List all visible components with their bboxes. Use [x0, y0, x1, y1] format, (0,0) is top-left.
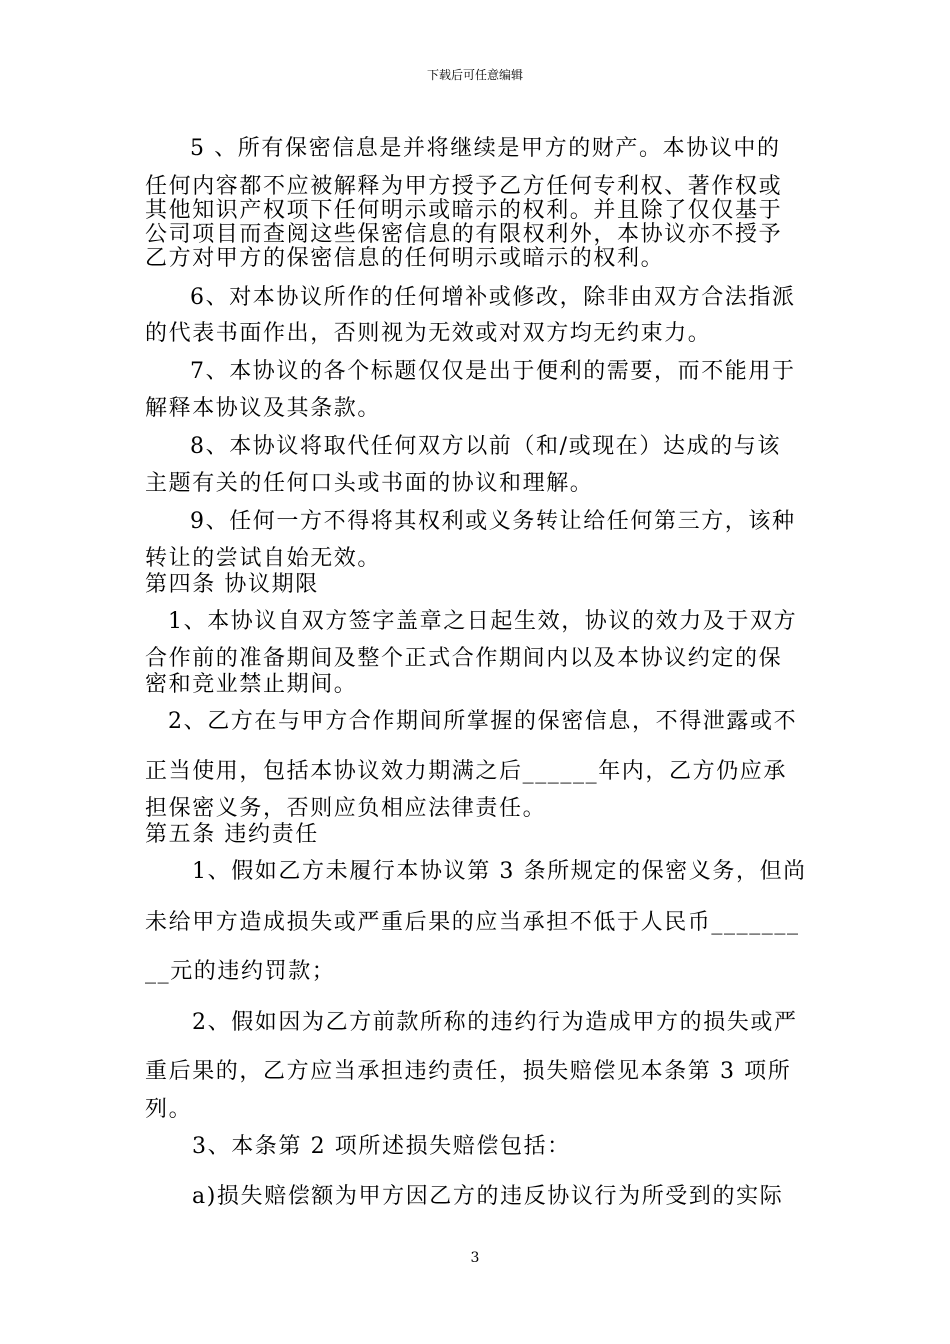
text-line: 解释本协议及其条款。	[145, 396, 382, 421]
text-line: 合作前的准备期间及整个正式合作期间内以及本协议约定的保	[145, 646, 783, 671]
text-line: a)损失赔偿额为甲方因乙方的违反协议行为所受到的实际	[192, 1184, 784, 1209]
text-line: 3、本条第 2 项所述损失赔偿包括：	[192, 1134, 571, 1159]
section-heading: 第五条 违约责任	[145, 822, 319, 847]
text-line: 密和竞业禁止期间。	[145, 672, 358, 697]
text-line: 6、对本协议所作的任何增补或修改，除非由双方合法指派	[190, 285, 796, 310]
text-line: 任何内容都不应被解释为甲方授予乙方任何专利权、著作权或	[145, 174, 783, 199]
text-line: 1、本协议自双方签字盖章之日起生效，协议的效力及于双方	[168, 609, 798, 634]
text-line: 重后果的，乙方应当承担违约责任，损失赔偿见本条第 3 项所	[145, 1059, 792, 1084]
text-line: 1、假如乙方未履行本协议第 3 条所规定的保密义务，但尚	[192, 859, 807, 884]
text-line: 2、乙方在与甲方合作期间所掌握的保密信息，不得泄露或不	[168, 709, 798, 734]
text-line: 的代表书面作出，否则视为无效或对双方均无约束力。	[145, 321, 712, 346]
section-heading: 第四条 协议期限	[145, 572, 319, 597]
text-line: 7、本协议的各个标题仅仅是出于便利的需要，而不能用于	[190, 359, 796, 384]
text-line: __元的违约罚款；	[145, 959, 336, 984]
text-line: 乙方对甲方的保密信息的任何明示或暗示的权利。	[145, 246, 665, 271]
text-line: 公司项目而查阅这些保密信息的有限权利外，本协议亦不授予	[145, 222, 783, 247]
text-line: 9、任何一方不得将其权利或义务转让给任何第三方，该种	[190, 509, 796, 534]
text-line: 转让的尝试自始无效。	[145, 546, 382, 571]
text-line: 担保密义务，否则应负相应法律责任。	[145, 796, 547, 821]
text-line: 其他知识产权项下任何明示或暗示的权利。并且除了仅仅基于	[145, 198, 783, 223]
text-line: 未给甲方造成损失或严重后果的应当承担不低于人民币_______	[145, 910, 800, 935]
text-line: 正当使用，包括本协议效力期满之后______年内，乙方仍应承	[145, 759, 788, 784]
text-line: 列。	[145, 1097, 193, 1122]
page-header: 下载后可任意编辑	[426, 68, 523, 82]
text-line: 主题有关的任何口头或书面的协议和理解。	[145, 471, 594, 496]
text-line: 2、假如因为乙方前款所称的违约行为造成甲方的损失或严	[192, 1010, 798, 1035]
text-line: 8、本协议将取代任何双方以前（和/或现在）达成的与该	[190, 434, 782, 459]
text-line: 5 、所有保密信息是并将继续是甲方的财产。本协议中的	[190, 136, 781, 161]
page-number: 3	[470, 1250, 480, 1266]
